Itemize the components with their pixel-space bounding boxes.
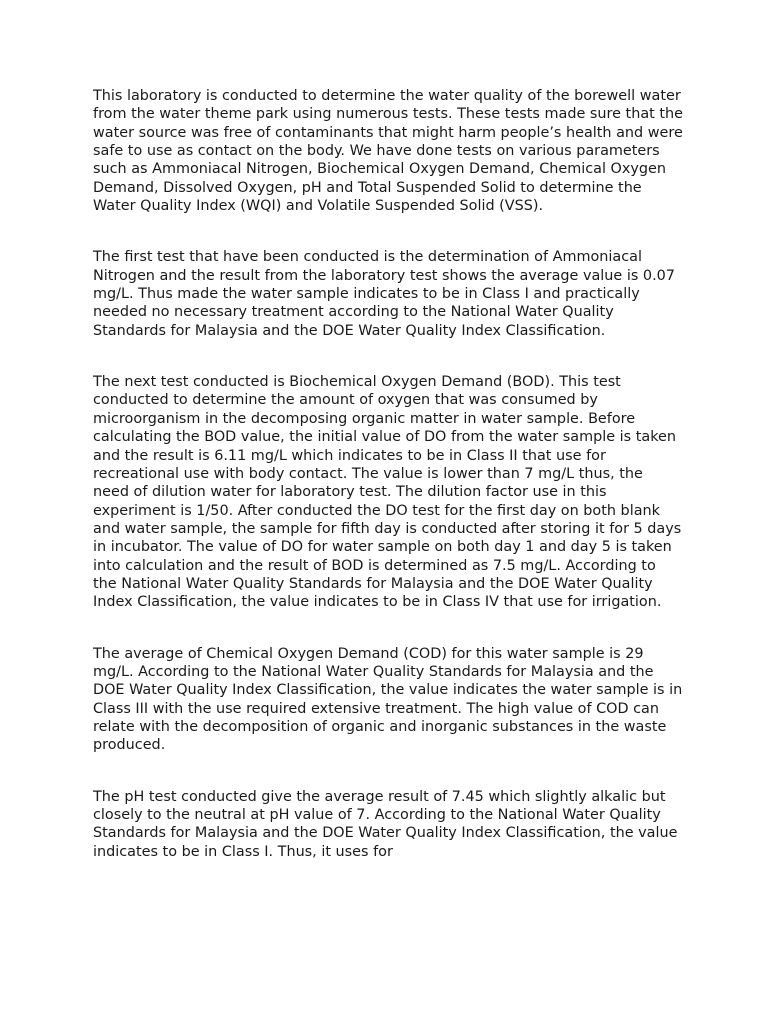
- paragraph-introduction: This laboratory is conducted to determine the water quality of the borewell water from the water theme park using numerous tests. These tests made sure that the water source was free of contaminants that might harm people’s health and were safe to use as contact on the body. We have done tests on various parameters such as Ammoniacal Nitrogen, Biochemical Oxygen Demand, Chemical Oxygen Demand, Dissolved Oxygen, pH and Total Suspended Solid to determine the Water Quality Index (WQI) and Volatile Suspended Solid (VSS).: [93, 88, 683, 215]
- paragraph-ammoniacal-nitrogen: The first test that have been conducted is the determination of Ammoniacal Nitrogen and the result from the laboratory test shows the average value is 0.07 mg/L. Thus made the water sample indicates to be in Class I and practically needed no necessary treatment according to the National Water Quality Standards for Malaysia and the DOE Water Quality Index Classification.: [93, 249, 675, 339]
- paragraph-bod: The next test conducted is Biochemical Oxygen Demand (BOD). This test conducted to determine the amount of oxygen that was consumed by microorganism in the decomposing organic matter in water sample. Before calculating the BOD value, the initial value of DO from the water sample is taken and the result is 6.11 mg/L which indicates to be in Class II that use for recreational use with body contact. The value is lower than 7 mg/L thus, the need of dilution water for laboratory test. The dilution factor use in this experiment is 1/50. After conducted the DO test for the first day on both blank and water sample, the sample for fifth day is conducted after storing it for 5 days in incubator. The value of DO for water sample on both day 1 and day 5 is taken into calculation and the result of BOD is determined as 7.5 mg/L. According to the National Water Quality Standards for Malaysia and the DOE Water Quality Index Classification, the value indicates to be in Class IV that use for irrigation.: [93, 374, 682, 611]
- document-body: [93, 87, 683, 894]
- paragraph-ph: The pH test conducted give the average result of 7.45 which slightly alkalic but closely to the neutral at pH value of 7. According to the National Water Quality Standards for Malaysia and the DOE Water Quality Index Classification, the value indicates to be in Class I. Thus, it uses for: [93, 788, 678, 860]
- paragraph-cod: The average of Chemical Oxygen Demand (COD) for this water sample is 29 mg/L. According to the National Water Quality Standards for Malaysia and the DOE Water Quality Index Classification, the value indicates the water sample is in Class III with the use required extensive treatment. The high value of COD can relate with the decomposition of organic and inorganic substances in the waste produced.: [93, 645, 683, 754]
